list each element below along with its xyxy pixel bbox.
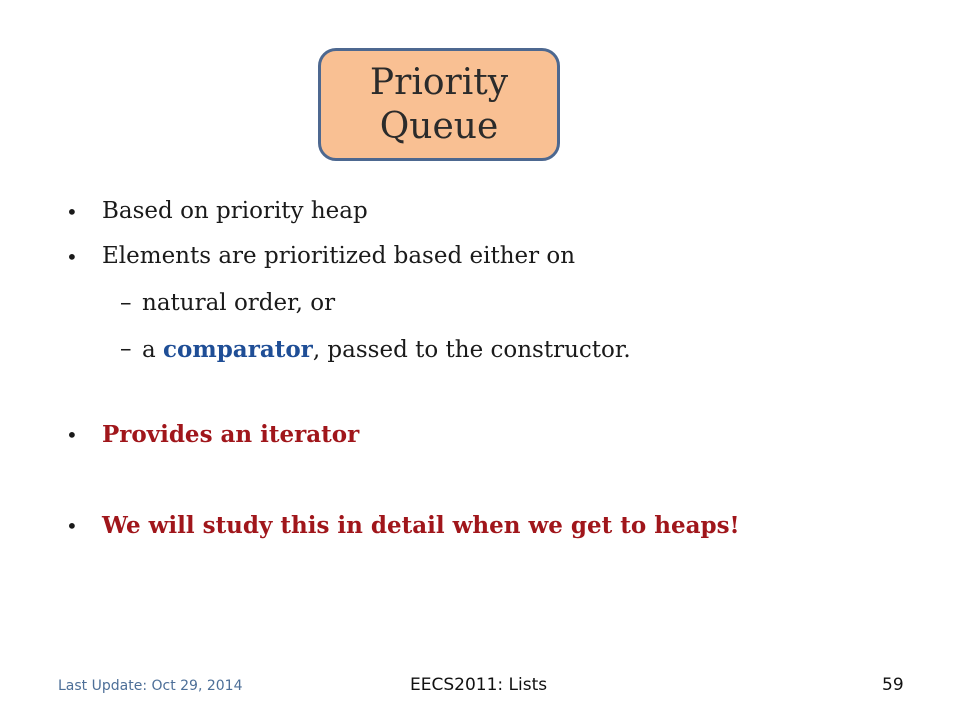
comparator-keyword: comparator — [163, 336, 313, 363]
bullet-provides-iterator: Provides an iterator — [102, 421, 360, 448]
title-box — [318, 48, 560, 161]
bullet-marker: • — [66, 200, 78, 224]
footer-last-update: Last Update: Oct 29, 2014 — [58, 678, 243, 694]
sub-bullet-natural-order: natural order, or — [142, 290, 336, 316]
sub-bullet-marker: – — [120, 290, 132, 316]
footer-course: EECS2011: Lists — [410, 675, 548, 695]
title-line-2: Queue — [379, 105, 499, 147]
bullet-study-heaps: We will study this in detail when we get to heaps! — [102, 512, 740, 539]
bullet-marker: • — [66, 245, 78, 269]
bullet-based-on-heap: Based on priority heap — [102, 198, 368, 224]
comparator-prefix: a — [142, 337, 164, 363]
title-line-1: Priority — [369, 61, 509, 103]
bullet-marker: • — [66, 423, 78, 447]
comparator-suffix: , passed to the constructor. — [312, 337, 631, 363]
bullet-marker: • — [66, 514, 78, 538]
sub-bullet-marker: – — [120, 336, 132, 362]
sub-bullet-comparator — [142, 336, 631, 363]
bullet-elements-prioritized: Elements are prioritized based either on — [102, 243, 576, 269]
footer-page-number: 59 — [882, 675, 904, 695]
